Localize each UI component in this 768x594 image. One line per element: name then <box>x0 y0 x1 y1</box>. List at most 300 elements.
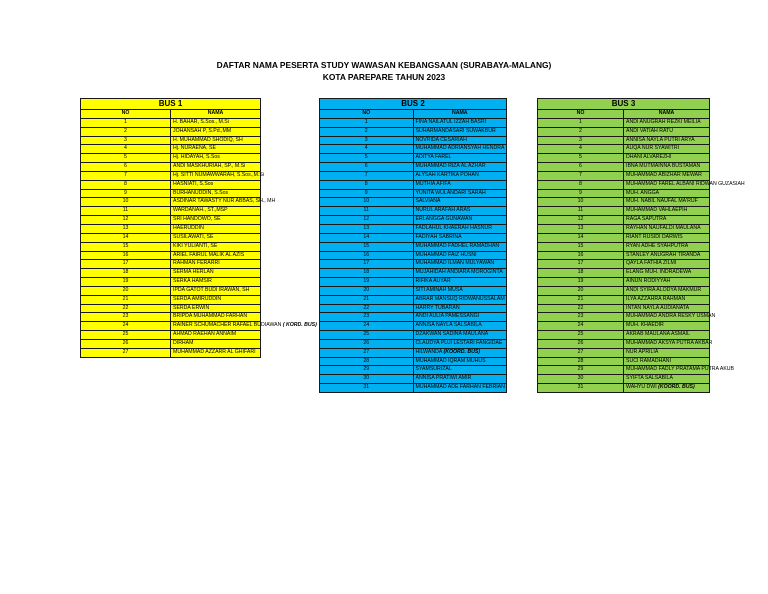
participant-name <box>624 216 710 225</box>
col-nama-header: NAMA <box>171 110 261 119</box>
participant-name <box>624 180 745 189</box>
participant-name <box>413 154 507 163</box>
row-number: 8 <box>81 180 171 189</box>
row-number: 2 <box>538 127 624 136</box>
participant-name-text: RIANT RUSIDI DARWIS <box>626 233 683 240</box>
participant-name <box>171 198 276 207</box>
table-row <box>81 118 261 127</box>
participant-name-text: ALYSAH KARTIKA POHAN <box>415 171 479 178</box>
participant-name <box>624 313 716 322</box>
table-row <box>81 136 261 145</box>
row-number: 30 <box>538 375 624 384</box>
participant-name <box>624 145 710 154</box>
row-number: 15 <box>320 242 414 251</box>
row-number: 13 <box>320 224 414 233</box>
participant-name-text: ANNISA PRATIWI AMIR <box>415 375 472 382</box>
participant-name-text: RAGA SAPUTRA <box>626 216 667 223</box>
participant-name <box>171 216 261 225</box>
row-number: 12 <box>81 216 171 225</box>
participant-name <box>413 207 507 216</box>
participant-name <box>413 127 507 136</box>
participant-name <box>171 118 261 127</box>
row-number: 7 <box>538 171 624 180</box>
row-number: 4 <box>320 145 414 154</box>
participant-name <box>171 171 264 180</box>
participant-name-text: NUR APRILIA <box>626 348 659 355</box>
participant-name <box>624 348 710 357</box>
col-no-header: NO <box>320 110 414 119</box>
row-number: 9 <box>538 189 624 198</box>
participant-name <box>624 384 710 393</box>
participant-name <box>624 278 710 287</box>
participant-name-text: ARIEL FAIRUL MALIK AL AZIS <box>173 251 245 258</box>
participant-name <box>413 136 507 145</box>
participant-name-text: ANDI MASKHURIAH, SP., M.Si <box>173 163 246 170</box>
participant-name <box>171 304 261 313</box>
row-number: 7 <box>81 171 171 180</box>
table-row <box>320 286 507 295</box>
participant-name-text: DZAKWAN SADINA MAULANA <box>415 331 489 338</box>
participant-name <box>171 322 317 331</box>
participant-name <box>624 171 710 180</box>
participant-name-text: BRIPDA MUHAMMAD FARHAN <box>173 313 248 320</box>
participant-name <box>171 136 261 145</box>
row-number: 8 <box>538 180 624 189</box>
participant-name <box>624 242 710 251</box>
participant-name <box>171 260 261 269</box>
table-row <box>81 242 261 251</box>
table-row <box>81 286 261 295</box>
bus-title: BUS 2 <box>320 99 507 110</box>
participant-name-text: MUTHIA AFIFA <box>415 180 451 187</box>
row-number: 10 <box>320 198 414 207</box>
table-row <box>320 331 507 340</box>
row-number: 16 <box>320 251 414 260</box>
participant-name <box>624 331 710 340</box>
table-row <box>538 331 710 340</box>
participant-name <box>624 233 710 242</box>
table-row <box>320 304 507 313</box>
row-number: 20 <box>538 286 624 295</box>
participant-name <box>413 278 507 287</box>
table-row <box>538 189 710 198</box>
bus-3-table <box>537 98 745 393</box>
participant-name <box>413 366 507 375</box>
table-row <box>538 269 710 278</box>
participant-name-text: FADLAHUL KHAERAH HASNUR <box>415 224 492 231</box>
table-row <box>81 198 261 207</box>
participant-name-text: ANDI VATIAH RATU <box>626 127 673 134</box>
participant-name <box>413 180 507 189</box>
table-row <box>81 224 261 233</box>
participant-name <box>171 180 261 189</box>
row-number: 5 <box>538 154 624 163</box>
participant-name <box>413 304 507 313</box>
table-row <box>320 207 507 216</box>
participant-name <box>413 171 507 180</box>
participant-name <box>624 366 734 375</box>
table-row <box>81 331 261 340</box>
participant-name-text: ANDI ANUGRAH REZKI MEILIA <box>626 118 701 125</box>
row-number: 25 <box>81 331 171 340</box>
participant-name-text: FADIYAH SABRINA <box>415 233 462 240</box>
participant-name <box>624 127 710 136</box>
table-row <box>81 216 261 225</box>
col-no-header: NO <box>81 110 171 119</box>
row-number: 4 <box>538 145 624 154</box>
participant-name <box>171 348 261 357</box>
participant-name <box>171 295 261 304</box>
participant-name-text: HAERUDDIN <box>173 224 204 231</box>
participant-name <box>171 127 261 136</box>
row-number: 22 <box>81 304 171 313</box>
participant-name <box>624 260 710 269</box>
row-number: 28 <box>320 357 414 366</box>
participant-name-text: MUHAMMAD ILMAN MULYAWAN <box>415 260 495 267</box>
coordinator-note: (KOORD. BUS) <box>443 348 481 355</box>
participant-name-text: SERDA ERWIN <box>173 304 210 311</box>
bus-title-row <box>538 99 710 110</box>
table-row <box>320 313 507 322</box>
column-header-row <box>320 110 507 119</box>
participant-name-text: SYAMSURIZAL <box>415 366 452 373</box>
row-number: 13 <box>538 224 624 233</box>
table-row <box>320 384 507 393</box>
participant-name <box>171 154 261 163</box>
participant-name <box>624 269 710 278</box>
row-number: 23 <box>538 313 624 322</box>
row-number: 26 <box>538 339 624 348</box>
participant-name <box>171 278 261 287</box>
participant-name-text: RAINER SCHUMACHER RAFAEL BUDIAWAN <box>173 322 282 329</box>
participant-name-text: IPDA GATOT BUDI IRAWAN, SH <box>173 286 250 293</box>
participant-name-text: MUH. ANGGA <box>626 189 660 196</box>
table-row <box>320 242 507 251</box>
participant-name <box>624 163 710 172</box>
table-row <box>538 260 710 269</box>
row-number: 18 <box>538 269 624 278</box>
table-row <box>538 357 710 366</box>
participant-name-text: KIKI YULIANTI, SE <box>173 242 218 249</box>
table-row <box>320 163 507 172</box>
participant-name <box>624 339 713 348</box>
participant-name-text: SYIFTA SALSABILA <box>626 375 673 382</box>
participant-name-text: MUJAHIDAH ANDIARA MOROGINTA <box>415 269 503 276</box>
row-number: 24 <box>81 322 171 331</box>
table-row <box>320 251 507 260</box>
participant-name-text: MUHAMMAD ADE FARHAN FEBRIAN <box>415 384 505 391</box>
bus-1-table <box>80 98 317 358</box>
col-no-header: NO <box>538 110 624 119</box>
participant-name-text: DIRHAM <box>173 339 194 346</box>
table-row <box>320 171 507 180</box>
row-number: 1 <box>538 118 624 127</box>
participant-name-text: SUCI RAMADHANI <box>626 357 671 364</box>
row-number: 14 <box>320 233 414 242</box>
table-row <box>538 118 710 127</box>
bus-2-table <box>319 98 507 393</box>
table-row <box>538 348 710 357</box>
table-row <box>538 154 710 163</box>
row-number: 21 <box>81 295 171 304</box>
row-number: 19 <box>538 278 624 287</box>
participant-name-text: SUHARMANDASARI SUWAKBUR <box>415 127 496 134</box>
participant-name-text: ASDINAR TAWASTY NUR ABBAS, SH., MH <box>173 198 276 205</box>
row-number: 20 <box>81 286 171 295</box>
table-row <box>320 180 507 189</box>
row-number: 16 <box>538 251 624 260</box>
participant-name-text: JOHANSAH P, S.Pd.,MM <box>173 127 232 134</box>
table-row <box>320 339 507 348</box>
participant-name <box>413 322 507 331</box>
participant-name <box>413 198 507 207</box>
participant-name <box>413 286 507 295</box>
participant-name-text: INTAN NAYLA AUDIANATA <box>626 304 690 311</box>
participant-name-text: HASNIATI, S.Sos <box>173 180 214 187</box>
table-row <box>81 171 261 180</box>
participant-name-text: MUHAMMAD VAHLAEPIH <box>626 207 688 214</box>
participant-name-text: MUHAMMAD IQRAM MUHUS <box>415 357 486 364</box>
participant-name-text: FINA NAILATUL IZZAH BASRI <box>415 118 487 125</box>
row-number: 15 <box>81 242 171 251</box>
table-row <box>81 348 261 357</box>
row-number: 2 <box>81 127 171 136</box>
participant-name-text: ILYA AZZAHRA RAHMAN <box>626 295 686 302</box>
participant-name <box>413 269 507 278</box>
table-row <box>538 339 710 348</box>
table-row <box>320 375 507 384</box>
row-number: 31 <box>538 384 624 393</box>
participant-name-text: MUHAMMAD FAREL ALBANI RIDWAN GUZASIAH <box>626 180 745 187</box>
row-number: 31 <box>320 384 414 393</box>
bus-title-row <box>320 99 507 110</box>
row-number: 9 <box>320 189 414 198</box>
row-number: 14 <box>538 233 624 242</box>
bus-title: BUS 3 <box>538 99 710 110</box>
participant-name-text: SERDA AMIRUDDIN <box>173 295 222 302</box>
table-row <box>320 216 507 225</box>
row-number: 1 <box>320 118 414 127</box>
bus-title: BUS 1 <box>81 99 261 110</box>
table-row <box>320 198 507 207</box>
participant-name <box>413 118 507 127</box>
table-row <box>81 313 261 322</box>
participant-name-text: ABRAR MANSUQ RIDWANUSSALAM <box>415 295 505 302</box>
participant-name <box>413 331 507 340</box>
participant-name <box>624 198 710 207</box>
row-number: 9 <box>81 189 171 198</box>
participant-name <box>171 233 261 242</box>
participant-name <box>413 251 507 260</box>
row-number: 26 <box>320 339 414 348</box>
participant-name-text: ANNISA NAYLA SALSABILA <box>415 322 482 329</box>
table-row <box>538 278 710 287</box>
participant-name <box>171 251 261 260</box>
participant-name <box>413 339 507 348</box>
participant-name-text: SRI HANDOWO, SE <box>173 216 221 223</box>
row-number: 23 <box>320 313 414 322</box>
participant-name-text: HARRY TUBARAN <box>415 304 460 311</box>
table-row <box>81 251 261 260</box>
participant-name <box>413 242 507 251</box>
table-row <box>538 198 710 207</box>
row-number: 27 <box>538 348 624 357</box>
participant-name-text: MUHAMMAD ANDRA RESKY USMAN <box>626 313 716 320</box>
participant-name-text: SUSILAWATI, SE <box>173 233 214 240</box>
participant-name-text: SALVIANA <box>415 198 441 205</box>
participant-name-text: NOVRIDA CESARIAH <box>415 136 467 143</box>
participant-name-text: STANLEY ANUGRAH TIRANDA <box>626 251 701 258</box>
row-number: 18 <box>81 269 171 278</box>
participant-name-text: ANDI AULIA PAMESSANGI <box>415 313 480 320</box>
participant-name <box>624 224 710 233</box>
participant-name <box>413 384 507 393</box>
participant-name <box>171 286 261 295</box>
participant-name <box>413 348 507 357</box>
row-number: 17 <box>320 260 414 269</box>
participant-name <box>624 286 710 295</box>
table-row <box>320 269 507 278</box>
row-number: 6 <box>538 163 624 172</box>
col-nama-header: NAMA <box>624 110 710 119</box>
row-number: 1 <box>81 118 171 127</box>
row-number: 8 <box>320 180 414 189</box>
row-number: 14 <box>81 233 171 242</box>
table-row <box>538 375 710 384</box>
row-number: 4 <box>81 145 171 154</box>
table-row <box>81 339 261 348</box>
row-number: 22 <box>538 304 624 313</box>
row-number: 21 <box>320 295 414 304</box>
row-number: 5 <box>320 154 414 163</box>
participant-name <box>624 322 710 331</box>
table-row <box>538 286 710 295</box>
participant-name <box>413 216 507 225</box>
table-row <box>320 233 507 242</box>
participant-name-text: SERMA HERLAN <box>173 269 214 276</box>
row-number: 23 <box>81 313 171 322</box>
participant-name-text: AINUN RODIYYAH <box>626 278 671 285</box>
row-number: 25 <box>538 331 624 340</box>
row-number: 24 <box>538 322 624 331</box>
table-row <box>81 233 261 242</box>
table-row <box>81 127 261 136</box>
row-number: 6 <box>81 163 171 172</box>
row-number: 24 <box>320 322 414 331</box>
row-number: 12 <box>538 216 624 225</box>
participant-name <box>413 145 507 154</box>
participant-name <box>413 295 507 304</box>
table-row <box>81 269 261 278</box>
participant-name <box>171 145 261 154</box>
table-row <box>81 189 261 198</box>
participant-name-text: AHMAD RAEHAN ANNAIM <box>173 331 237 338</box>
row-number: 30 <box>320 375 414 384</box>
table-row <box>320 224 507 233</box>
row-number: 5 <box>81 154 171 163</box>
table-row <box>320 348 507 357</box>
row-number: 11 <box>320 207 414 216</box>
participant-name-text: MUHAMMAD FADHEL RAMADHAN <box>415 242 500 249</box>
participant-name-text: QAYLA FATHIA ZILMI <box>626 260 677 267</box>
table-row <box>538 216 710 225</box>
row-number: 27 <box>81 348 171 357</box>
participant-name <box>413 233 507 242</box>
column-header-row <box>81 110 261 119</box>
participant-name <box>171 207 261 216</box>
participant-name <box>413 357 507 366</box>
participant-name-text: Hj. NURAENA, SE <box>173 145 216 152</box>
col-nama-header: NAMA <box>413 110 507 119</box>
participant-name-text: MUH. NABIL NAUFAL MA'RUF <box>626 198 698 205</box>
table-row <box>538 313 710 322</box>
participant-name-text: AKRAB MAULANA ASMAIL <box>626 331 691 338</box>
participant-name-text: RAYHAN NAUFALDI MAULANA <box>626 224 701 231</box>
row-number: 16 <box>81 251 171 260</box>
table-row <box>320 145 507 154</box>
table-row <box>538 207 710 216</box>
row-number: 18 <box>320 269 414 278</box>
table-row <box>320 127 507 136</box>
participant-name-text: BURHANUDDIN, S.Sos <box>173 189 229 196</box>
participant-name-text: ERLANGGA GUNAWAN <box>415 216 473 223</box>
participant-name <box>171 224 261 233</box>
table-row <box>538 242 710 251</box>
row-number: 11 <box>538 207 624 216</box>
row-number: 15 <box>538 242 624 251</box>
row-number: 28 <box>538 357 624 366</box>
table-row <box>538 233 710 242</box>
table-row <box>320 278 507 287</box>
table-row <box>320 154 507 163</box>
participant-name-text: MUHAMMAD ADRIANSYAH HENDRA <box>415 145 505 152</box>
participant-name-text: SITI AMINAH MUSA <box>415 286 463 293</box>
document-subtitle: KOTA PAREPARE TAHUN 2023 <box>322 72 446 82</box>
participant-name <box>624 357 710 366</box>
participant-name <box>624 136 710 145</box>
participant-name-text: MUH. KHAEDIR <box>626 322 664 329</box>
table-row <box>81 278 261 287</box>
participant-name-text: RAHMAN FERARRI <box>173 260 220 267</box>
row-number: 13 <box>81 224 171 233</box>
participant-name <box>413 260 507 269</box>
participant-name-text: RYAN ADHE SYAHPUTRA <box>626 242 689 249</box>
table-row <box>81 304 261 313</box>
table-row <box>320 260 507 269</box>
table-row <box>538 136 710 145</box>
table-row <box>81 154 261 163</box>
participant-name-text: DHANI ALVAREZHI <box>626 154 672 161</box>
participant-name <box>413 163 507 172</box>
row-number: 17 <box>81 260 171 269</box>
participant-name-text: NURUL ARAFAH ARAS <box>415 207 471 214</box>
row-number: 3 <box>81 136 171 145</box>
participant-name-text: Hj. HIDAYAH, S.Sos <box>173 154 220 161</box>
table-row <box>320 357 507 366</box>
row-number: 7 <box>320 171 414 180</box>
row-number: 21 <box>538 295 624 304</box>
participant-name <box>413 375 507 384</box>
table-row <box>320 118 507 127</box>
participant-name-text: MUHAMMAD FAIZ HUSNI <box>415 251 477 258</box>
participant-name <box>624 189 710 198</box>
participant-name <box>413 224 507 233</box>
participant-name-text: WARDANAH., ST.,MSP <box>173 207 228 214</box>
row-number: 19 <box>81 278 171 287</box>
participant-name-text: H. BAHAR, S.Sos., M.Si <box>173 118 229 125</box>
participant-name-text: ANNISA NAYLA PUTRI ARYA <box>626 136 695 143</box>
row-number: 26 <box>81 339 171 348</box>
